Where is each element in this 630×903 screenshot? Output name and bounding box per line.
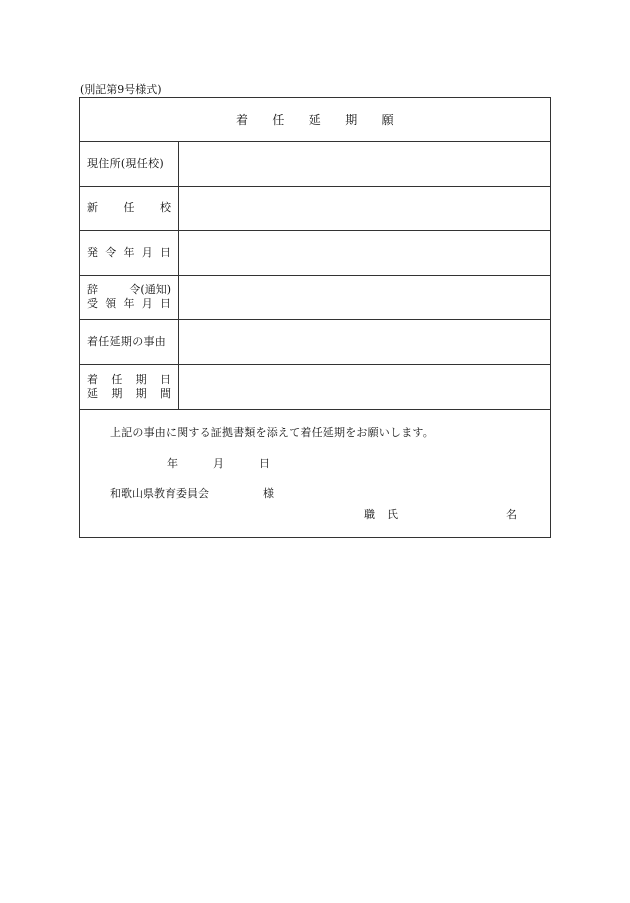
label-period: 着 任 期 日 延 期 期 間: [80, 365, 179, 410]
signer-surname: 氏: [387, 508, 398, 521]
label-new-school: 新 任 校: [80, 187, 179, 231]
title-char: 期: [345, 113, 358, 127]
date-month: 月: [213, 457, 224, 470]
request-text: 上記の事由に関する証拠書類を添えて着任延期をお願いします。: [110, 426, 434, 439]
date-year: 年: [167, 457, 178, 470]
row-new-school: [80, 187, 550, 232]
honorific: 様: [263, 487, 274, 500]
signer-line: [364, 506, 524, 520]
request-section: [80, 410, 550, 538]
label-current-address: 現住所(現任校): [80, 142, 179, 186]
form-number: (別記第9号様式): [80, 83, 162, 96]
addressee: [110, 485, 274, 501]
signer-name: 名: [506, 508, 517, 521]
title-char: 願: [381, 113, 395, 127]
row-issue-date: [80, 231, 550, 276]
reason-field[interactable]: [179, 320, 550, 364]
receipt-date-field[interactable]: [179, 276, 550, 320]
signer-title: 職: [364, 508, 375, 521]
row-current-address: [80, 142, 550, 187]
title-char: 着: [235, 113, 249, 127]
date-day: 日: [259, 457, 270, 470]
title-char: 任: [272, 113, 285, 127]
title-char: 延: [308, 113, 322, 127]
row-receipt-date: [80, 276, 550, 321]
current-address-field[interactable]: [179, 142, 550, 186]
application-form: [79, 97, 551, 538]
addressee-name: 和歌山県教育委員会: [110, 487, 209, 500]
issue-date-field[interactable]: [179, 231, 550, 275]
row-reason: [80, 320, 550, 365]
row-period: [80, 365, 550, 411]
date-line: [167, 455, 270, 471]
form-title: [80, 98, 550, 142]
period-field[interactable]: [179, 365, 550, 410]
new-school-field[interactable]: [179, 187, 550, 231]
label-issue-date: 発 令 年 月 日: [80, 231, 179, 275]
label-reason: 着任延期の事由: [80, 320, 179, 364]
label-receipt-date: 辞 令(通知) 受 領 年 月 日: [80, 276, 179, 320]
